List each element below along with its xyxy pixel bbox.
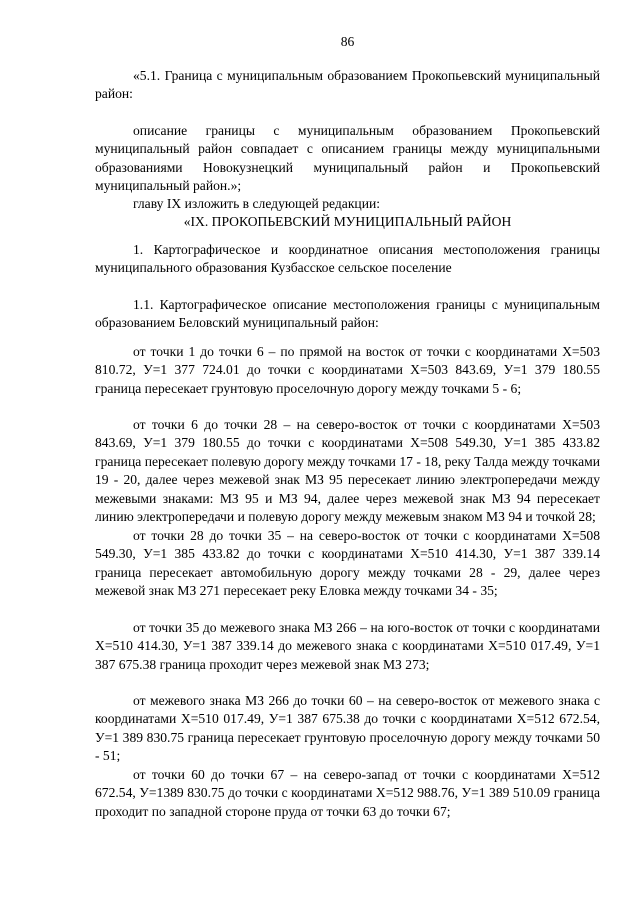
paragraph-item-1: 1. Картографическое и координатное описания местоположения границы муниципального образования Кузбасское сельское поселение xyxy=(95,242,600,276)
paragraph-segment-28-35: от точки 28 до точки 35 – на северо-восток от точки с координатами Х=508 549.30, У=1 385 433.82 до точки с координатами Х=510 414.30, У=1 387 339.14 граница пересекает автомобильную дорогу между точками 28 - 29, далее через межевой знак МЗ 271 пересекает реку Еловка между точками 34 - 35; xyxy=(95,528,600,599)
paragraph-segment-6-28: от точки 6 до точки 28 – на северо-восток от точки с координатами Х=503 843.69, У=1 379 180.55 до точки с координатами Х=508 549.30, У=1 385 433.82 граница пересекает полевую дорогу между точками 17 - 18, реку Талда между точками 19 - 20, далее через межевой знак МЗ 95 пересекает линию электропередачи между межевыми знаками: МЗ 95 и МЗ 94, далее через межевой знак МЗ 94 пересекает линию электропередачи и полевую дорогу между межевым знаком МЗ 94 и точкой 28; xyxy=(95,417,600,525)
page-number: 86 xyxy=(340,34,355,49)
paragraph-segment-60-67: от точки 60 до точки 67 – на северо-запад от точки с координатами Х=512 672.54, У=1389 830.75 до точки с координатами Х=512 988.76, У=1 389 510.09 граница проходит по западной стороне пруда от точки 63 до точки 67; xyxy=(95,767,600,819)
paragraph-chapter-instruction: главу IX изложить в следующей редакции: xyxy=(133,196,381,211)
paragraph-section-5-1: «5.1. Граница с муниципальным образованием Прокопьевский муниципальный район: xyxy=(95,68,600,102)
paragraph-item-1-1: 1.1. Картографическое описание местоположения границы с муниципальным образованием Беловский муниципальный район: xyxy=(95,297,600,331)
paragraph-segment-mz266-60: от межевого знака МЗ 266 до точки 60 – на северо-восток от межевого знака с координатами Х=510 017.49, У=1 387 675.38 до точки с координатами Х=512 672.54, У=1 389 830.75 граница пересекает грунтовую проселочную дорогу между точками 50 - 51; xyxy=(95,693,600,764)
chapter-heading: «IX. ПРОКОПЬЕВСКИЙ МУНИЦИПАЛЬНЫЙ РАЙОН xyxy=(183,214,512,229)
paragraph-segment-35-mz266: от точки 35 до межевого знака МЗ 266 – на юго-восток от точки с координатами Х=510 414.30, У=1 387 339.14 до межевого знака с координатами Х=510 017.49, У=1 387 675.38 граница проходит через межевой знак МЗ 273; xyxy=(95,620,600,672)
paragraph-border-description: описание границы с муниципальным образованием Прокопьевский муниципальный район совпадает с описанием границы между муниципальными образованиями Новокузнецкий муниципальный район и Прокопьевский муниципальный район.»; xyxy=(95,123,600,194)
paragraph-segment-1-6: от точки 1 до точки 6 – по прямой на восток от точки с координатами Х=503 810.72, У=1 377 724.01 до точки с координатами Х=503 843.69, У=1 379 180.55 граница пересекает грунтовую проселочную дорогу между точками 5 - 6; xyxy=(95,344,600,396)
